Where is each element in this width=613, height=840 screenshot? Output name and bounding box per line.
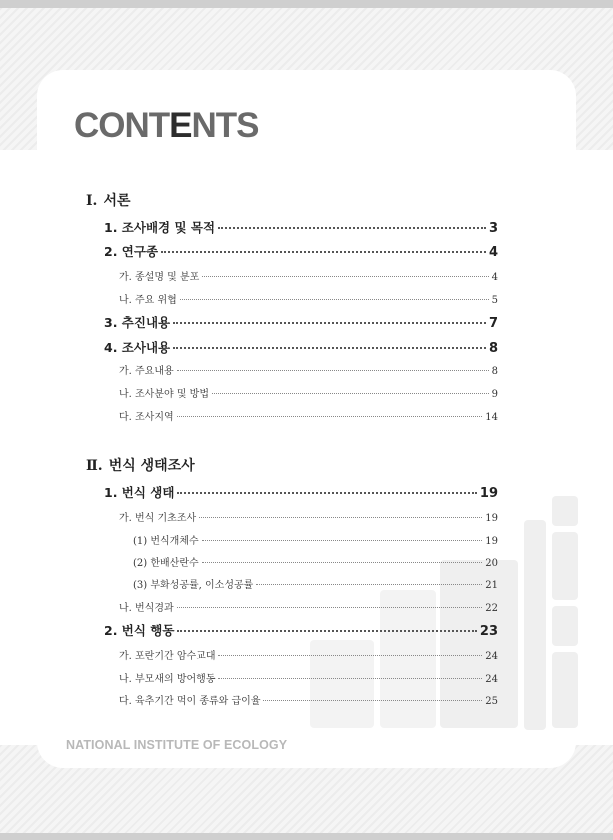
toc-page-number: 8 bbox=[491, 366, 498, 377]
toc-page-number: 8 bbox=[488, 341, 498, 356]
toc-page-number: 19 bbox=[479, 486, 498, 501]
toc-entry[interactable] bbox=[119, 670, 498, 685]
toc-entry[interactable] bbox=[119, 599, 498, 614]
dot-leader bbox=[161, 251, 486, 253]
toc-page-number: 4 bbox=[491, 272, 498, 283]
toc-page-number: 7 bbox=[488, 316, 498, 331]
dot-leader bbox=[218, 678, 482, 679]
toc-section-heading bbox=[86, 455, 195, 475]
dot-leader bbox=[177, 630, 476, 632]
toc-entry[interactable] bbox=[119, 647, 498, 662]
toc-page-number: 4 bbox=[488, 245, 498, 260]
toc-entry[interactable] bbox=[119, 385, 498, 400]
toc-entry[interactable] bbox=[133, 554, 498, 569]
toc-entry-label: 3. 추진내용 bbox=[104, 315, 171, 330]
dot-leader bbox=[256, 584, 482, 585]
toc-entry[interactable] bbox=[119, 268, 498, 283]
footer-text: NATIONAL INSTITUTE OF ECOLOGY bbox=[66, 738, 288, 752]
toc-entry-label: 가. 포란기간 암수교대 bbox=[119, 651, 216, 662]
dot-leader bbox=[199, 517, 482, 518]
toc-entry[interactable] bbox=[119, 408, 498, 423]
toc-page-number: 3 bbox=[488, 221, 498, 236]
dot-leader bbox=[177, 607, 483, 608]
toc-section-title: 번식 생태조사 bbox=[108, 458, 195, 474]
toc-entry-label: (1) 번식개체수 bbox=[133, 536, 199, 547]
toc-section-heading bbox=[86, 190, 131, 210]
toc-entry-label: (3) 부화성공률, 이소성공률 bbox=[133, 580, 254, 591]
toc-page-number: 23 bbox=[479, 624, 498, 639]
toc-page-number: 22 bbox=[485, 603, 498, 614]
toc-entry-label: 2. 연구종 bbox=[104, 244, 159, 259]
toc-entry-label: 나. 부모새의 방어행동 bbox=[119, 674, 216, 685]
dot-leader bbox=[263, 700, 482, 701]
toc-entry-label: 나. 조사분야 및 방법 bbox=[119, 389, 209, 400]
toc-entry[interactable] bbox=[104, 242, 498, 260]
toc-entry-label: 다. 조사지역 bbox=[119, 412, 174, 423]
dot-leader bbox=[177, 370, 489, 371]
toc-entry-label: 1. 번식 생태 bbox=[104, 485, 175, 500]
toc-entry-label: 나. 번식경과 bbox=[119, 603, 174, 614]
toc-entry[interactable] bbox=[119, 692, 498, 707]
toc-entry[interactable] bbox=[104, 313, 498, 331]
toc-page-number: 14 bbox=[485, 412, 498, 423]
dot-leader bbox=[177, 416, 483, 417]
dot-leader bbox=[202, 276, 488, 277]
toc-entry-label: 2. 번식 행동 bbox=[104, 623, 175, 638]
decorative-block bbox=[552, 496, 578, 526]
toc-section-title: 서론 bbox=[103, 193, 131, 209]
toc-entry[interactable] bbox=[133, 576, 498, 591]
toc-entry[interactable] bbox=[104, 483, 498, 501]
toc-section-number: Ⅱ. bbox=[86, 458, 103, 474]
decorative-block bbox=[552, 532, 578, 600]
toc-entry[interactable] bbox=[104, 218, 498, 236]
dot-leader bbox=[173, 347, 486, 349]
dot-leader bbox=[180, 299, 489, 300]
toc-page-number: 24 bbox=[485, 651, 498, 662]
dot-leader bbox=[212, 393, 489, 394]
toc-page-number: 25 bbox=[485, 696, 498, 707]
toc-entry[interactable] bbox=[133, 532, 498, 547]
toc-page-number: 19 bbox=[485, 536, 498, 547]
decorative-block bbox=[552, 652, 578, 728]
toc-page-number: 5 bbox=[491, 295, 498, 306]
toc-entry-label: 가. 주요내용 bbox=[119, 366, 174, 377]
toc-page-number: 20 bbox=[485, 558, 498, 569]
decorative-block bbox=[552, 606, 578, 646]
toc-page-number: 24 bbox=[485, 674, 498, 685]
toc-entry[interactable] bbox=[104, 621, 498, 639]
toc-entry[interactable] bbox=[119, 362, 498, 377]
dot-leader bbox=[177, 492, 476, 494]
toc-entry-label: 가. 종설명 및 분포 bbox=[119, 272, 200, 283]
toc-section-number: Ⅰ. bbox=[86, 193, 98, 209]
toc-entry-label: 4. 조사내용 bbox=[104, 340, 171, 355]
toc-entry-label: 가. 번식 기초조사 bbox=[119, 513, 197, 524]
toc-entry[interactable] bbox=[119, 291, 498, 306]
dot-leader bbox=[173, 322, 486, 324]
page-title: CONTENTS bbox=[74, 106, 259, 145]
dot-leader bbox=[202, 540, 483, 541]
dot-leader bbox=[218, 227, 486, 229]
toc-entry[interactable] bbox=[104, 338, 498, 356]
toc-page-number: 9 bbox=[491, 389, 498, 400]
toc-entry-label: (2) 한배산란수 bbox=[133, 558, 199, 569]
toc-entry-label: 다. 육추기간 먹이 종류와 급이율 bbox=[119, 696, 261, 707]
dot-leader bbox=[202, 562, 483, 563]
dot-leader bbox=[218, 655, 482, 656]
decorative-block bbox=[524, 520, 546, 730]
toc-entry-label: 나. 주요 위협 bbox=[119, 295, 177, 306]
toc-page-number: 21 bbox=[485, 580, 498, 591]
toc-page-number: 19 bbox=[485, 513, 498, 524]
toc-entry-label: 1. 조사배경 및 목적 bbox=[104, 220, 216, 235]
toc-entry[interactable] bbox=[119, 509, 498, 524]
